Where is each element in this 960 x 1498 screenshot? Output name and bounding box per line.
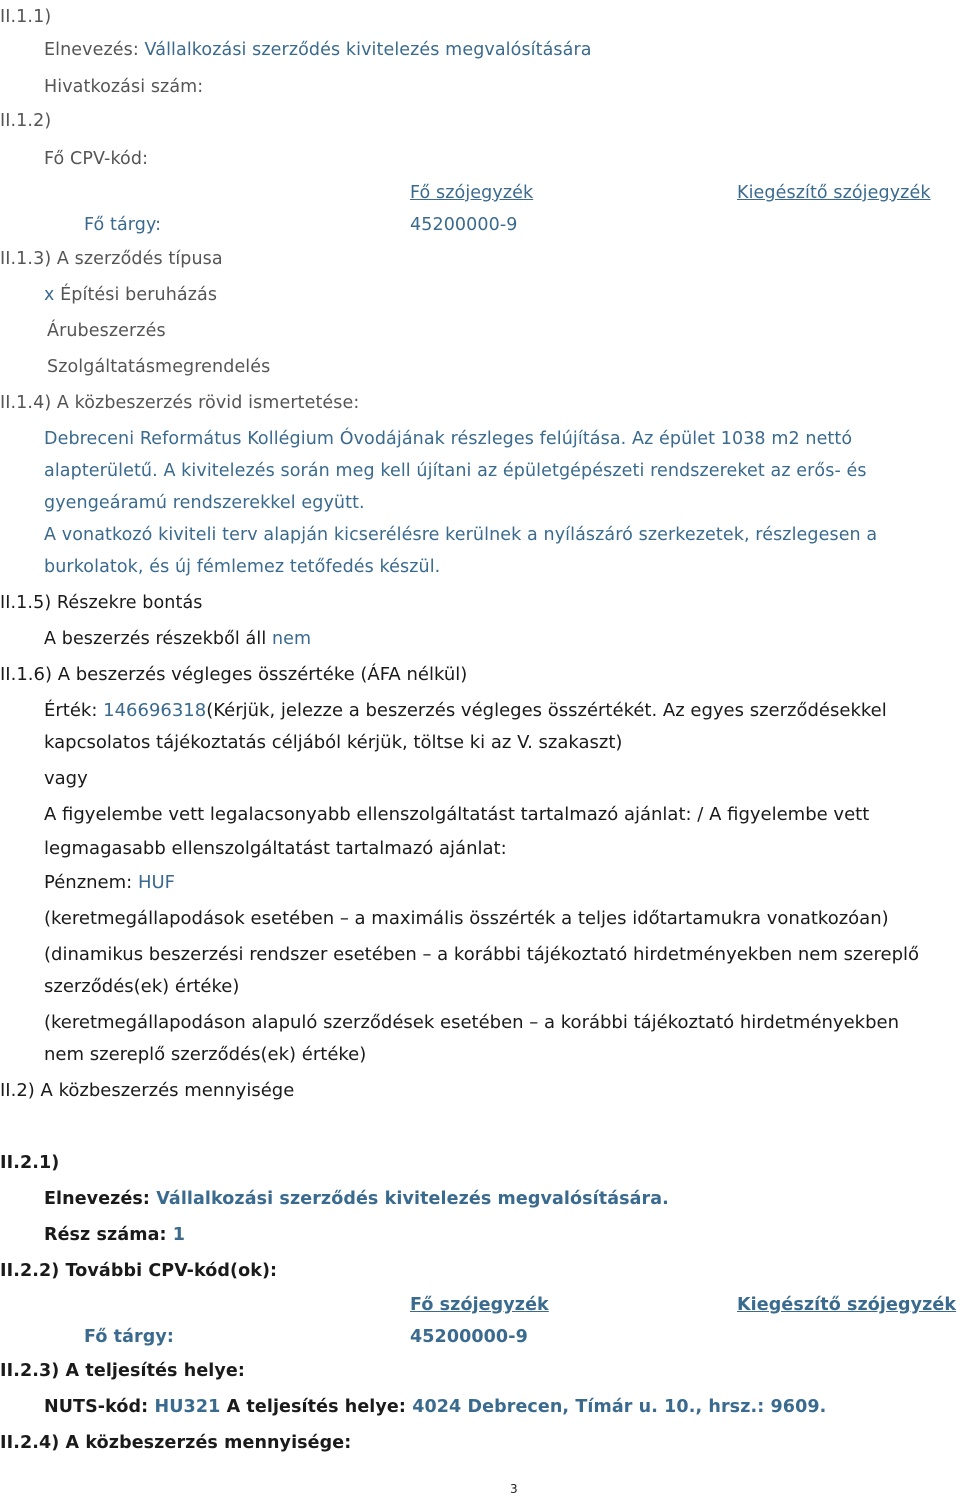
framework-note: (keretmegállapodások esetében – a maximális összérték a teljes időtartamukra vonatkozóan) <box>44 908 889 929</box>
lot-number-row <box>44 1224 185 1246</box>
dps-note-cont: szerződés(ek) értéke) <box>44 976 240 997</box>
main-vocabulary-header: Fő szójegyzék <box>410 1295 549 1315</box>
lot-name-label: Elnevezés: <box>44 1189 151 1209</box>
description-line: alapterületű. A kivitelezés során meg kell újítani az épületgépészeti rendszereket az erős- és <box>44 461 867 481</box>
place-row <box>44 1396 826 1418</box>
currency-label: Pénznem: <box>44 872 133 893</box>
lots-value: nem <box>271 629 312 649</box>
section-title: II.2.4) A közbeszerzés mennyisége: <box>0 1433 352 1453</box>
lots-text: A beszerzés részekből áll <box>44 629 267 649</box>
name-value: Vállalkozási szerződés kivitelezés megvalósítására <box>144 40 592 60</box>
description-line: A vonatkozó kiviteli terv alapján kicserélésre kerülnek a nyílászáró szerkezetek, részlegesen a <box>44 525 878 545</box>
contract-type-option-supplies: Árubeszerzés <box>47 321 166 341</box>
value-label: Érték: <box>44 700 98 721</box>
supplementary-vocabulary-header: Kiegészítő szójegyzék <box>737 183 931 203</box>
lot-number-label: Rész száma: <box>44 1225 167 1245</box>
contract-type-option-works <box>44 284 217 306</box>
value-amount: 146696318 <box>103 700 207 721</box>
description-line: gyengeáramú rendszerekkel együtt. <box>44 493 365 513</box>
section-number: II.1.2) <box>0 111 52 131</box>
main-subject-label: Fő tárgy: <box>84 215 162 235</box>
section-number: II.2.1) <box>0 1153 60 1173</box>
currency-value: HUF <box>137 872 176 893</box>
lot-name-row <box>44 1188 669 1210</box>
name-row <box>44 39 592 61</box>
nuts-label: NUTS-kód: <box>44 1397 149 1417</box>
main-vocabulary-header: Fő szójegyzék <box>410 183 534 203</box>
section-title: II.2) A közbeszerzés mennyisége <box>0 1080 295 1101</box>
currency-row <box>44 872 175 894</box>
dps-note: (dinamikus beszerzési rendszer esetében – a korábbi tájékoztató hirdetményekben nem szereplő <box>44 944 920 965</box>
main-subject-code: 45200000-9 <box>410 215 518 235</box>
value-note-cont: kapcsolatos tájékoztatás céljából kérjük, töltse ki az V. szakaszt) <box>44 732 623 753</box>
section-title: II.1.4) A közbeszerzés rövid ismertetése: <box>0 393 360 413</box>
value-note: (Kérjük, jelezze a beszerzés végleges összértékét. Az egyes szerződésekkel <box>206 700 887 721</box>
section-title: II.2.3) A teljesítés helye: <box>0 1361 245 1381</box>
framework-contract-note-cont: nem szereplő szerződés(ek) értéke) <box>44 1044 367 1065</box>
option-label: Építési beruházás <box>60 285 218 305</box>
offer-line: legmagasabb ellenszolgáltatást tartalmazó ajánlat: <box>44 838 507 859</box>
page-number: 3 <box>510 1482 518 1496</box>
section-title: II.1.5) Részekre bontás <box>0 593 203 613</box>
offer-line: A figyelembe vett legalacsonyabb ellenszolgáltatást tartalmazó ajánlat: / A figyelembe vett <box>44 804 870 825</box>
section-title: II.2.2) További CPV-kód(ok): <box>0 1261 278 1281</box>
name-label: Elnevezés: <box>44 40 139 60</box>
framework-contract-note: (keretmegállapodáson alapuló szerződések esetében – a korábbi tájékoztató hirdetményekben <box>44 1012 899 1033</box>
main-subject-code: 45200000-9 <box>410 1327 528 1347</box>
contract-type-option-services: Szolgáltatásmegrendelés <box>47 357 271 377</box>
selected-mark: x <box>44 285 55 305</box>
section-number: II.1.1) <box>0 7 52 27</box>
cpv-label: Fő CPV-kód: <box>44 149 149 169</box>
description-line: burkolatok, és új fémlemez tetőfedés készül. <box>44 557 441 577</box>
description-line: Debreceni Református Kollégium Óvodájának részleges felújítása. Az épület 1038 m2 nettó <box>44 429 853 449</box>
lots-row <box>44 628 311 650</box>
lot-number-value: 1 <box>172 1225 186 1245</box>
main-subject-label: Fő tárgy: <box>84 1327 174 1347</box>
reference-number-label: Hivatkozási szám: <box>44 77 204 97</box>
place-value: 4024 Debrecen, Tímár u. 10., hrsz.: 9609. <box>412 1397 827 1417</box>
place-label: A teljesítés helye: <box>226 1397 406 1417</box>
nuts-value: HU321 <box>154 1397 221 1417</box>
supplementary-vocabulary-header: Kiegészítő szójegyzék <box>737 1295 957 1315</box>
section-title: II.1.3) A szerződés típusa <box>0 249 223 269</box>
section-title: II.1.6) A beszerzés végleges összértéke (ÁFA nélkül) <box>0 664 468 685</box>
or-text: vagy <box>44 768 88 789</box>
lot-name-value: Vállalkozási szerződés kivitelezés megvalósítására. <box>156 1189 669 1209</box>
value-row <box>44 700 887 722</box>
